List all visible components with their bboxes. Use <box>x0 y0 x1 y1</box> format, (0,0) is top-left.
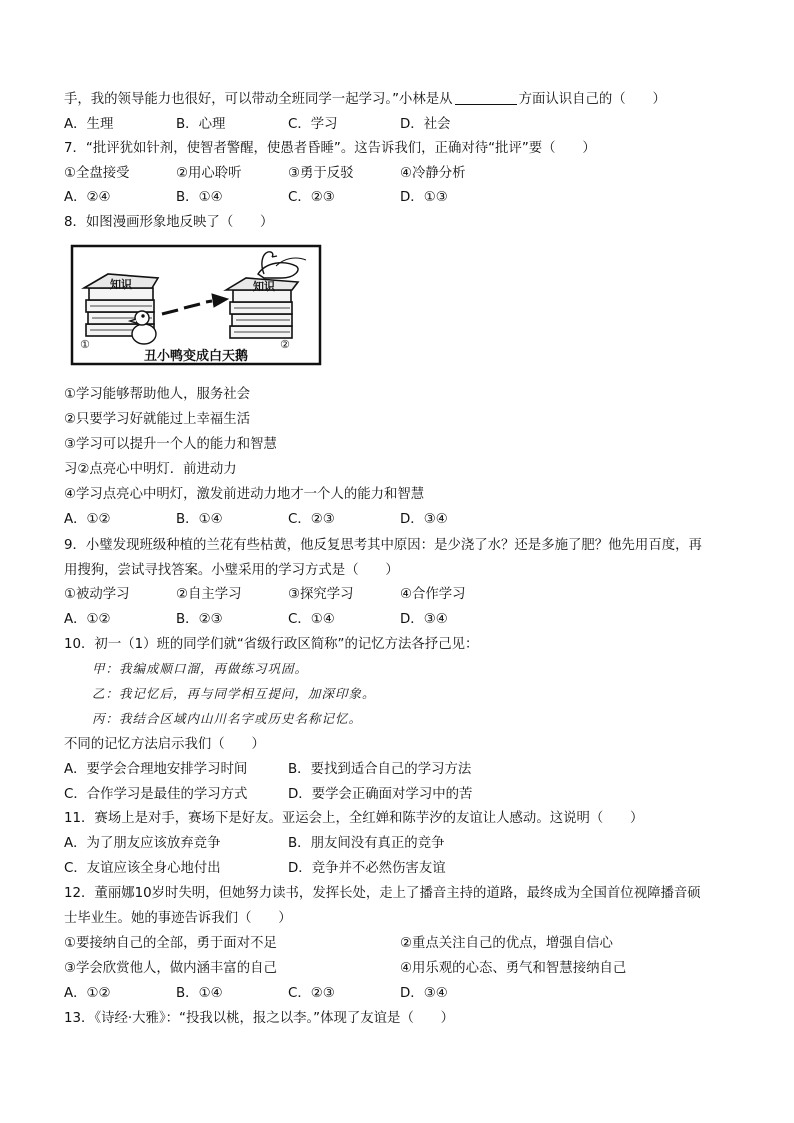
q8-stem: 8．如图漫画形象地反映了（ ） <box>64 215 274 230</box>
q9-item-2: ②自主学习 <box>176 587 242 602</box>
q6-option-b: B．心理 <box>176 117 226 132</box>
q10-question: 不同的记忆方法启示我们（ ） <box>64 737 265 752</box>
q11-option-a: A．为了朋友应该放弃竞争 <box>64 836 221 851</box>
q6-stem-part1: 手，我的领导能力也很好，可以带动全班同学一起学习。”小林是从 <box>64 92 453 107</box>
q12-stem-line2: 士毕业生。她的事迹告诉我们（ ） <box>64 911 292 926</box>
cartoon-panel-number-1: ① <box>80 338 90 351</box>
q7-option-b: B．①④ <box>176 190 223 205</box>
q10-option-d: D．要学会正确面对学习中的苦 <box>288 787 473 802</box>
q7-item-3: ③勇于反驳 <box>288 166 354 181</box>
q8-item-3: ③学习可以提升一个人的能力和智慧 <box>64 437 277 452</box>
cartoon-caption: 丑小鸭变成白天鹅 <box>143 349 249 364</box>
q8-item-1: ①学习能够帮助他人，服务社会 <box>64 387 251 402</box>
q9-stem-line2: 用搜狗，尝试寻找答案。小璧采用的学习方式是（ ） <box>64 563 399 578</box>
q11-option-b: B．朋友间没有真正的竞争 <box>288 836 445 851</box>
q8-option-c: C．②③ <box>288 512 335 527</box>
q12-option-d: D．③④ <box>400 986 448 1001</box>
q12-item-4: ④用乐观的心态、勇气和智慧接纳自己 <box>400 961 627 976</box>
q10-option-a: A．要学会合理地安排学习时间 <box>64 762 248 777</box>
q12-option-b: B．①④ <box>176 986 223 1001</box>
q11-option-c: C．友谊应该全身心地付出 <box>64 861 221 876</box>
q11-option-d: D．竞争并不必然伤害友谊 <box>288 861 446 876</box>
q6-option-c: C．学习 <box>288 117 338 132</box>
q10-option-b: B．要找到适合自己的学习方法 <box>288 762 472 777</box>
q6-option-d: D．社会 <box>400 117 451 132</box>
q6-stem-part2: 方面认识自己的（ ） <box>518 92 666 107</box>
q7-item-4: ④冷静分析 <box>400 166 466 181</box>
q12-item-3: ③学会欣赏他人，做内涵丰富的自己 <box>64 961 277 976</box>
answer-blank <box>455 91 517 105</box>
q9-stem-line1: 9．小璧发现班级种植的兰花有些枯黄，他反复思考其中原因：是少浇了水？还是多施了肥？他先用百度，再 <box>64 538 702 553</box>
q12-option-c: C．②③ <box>288 986 335 1001</box>
q9-option-b: B．②③ <box>176 612 223 627</box>
q7-item-1: ①全盘接受 <box>64 166 130 181</box>
q12-option-a: A．①② <box>64 986 111 1001</box>
q8-item-4: ④学习点亮心中明灯，激发前进动力地才一个人的能力和智慧 <box>64 487 425 502</box>
q12-stem-line1: 12．董丽娜10岁时失明，但她努力读书，发挥长处，走上了播音主持的道路，最终成为全国首位视障播音硕 <box>64 886 701 901</box>
q9-option-c: C．①④ <box>288 612 335 627</box>
cartoon-panel-number-2: ② <box>280 338 290 351</box>
q8-option-b: B．①④ <box>176 512 223 527</box>
q12-item-2: ②重点关注自己的优点，增强自信心 <box>400 936 613 951</box>
cartoon-label-knowledge-2: 知识 <box>253 280 275 293</box>
ugly-duckling-cartoon <box>70 244 322 368</box>
q8-item-2: ②只要学习好就能过上幸福生活 <box>64 412 251 427</box>
q7-option-a: A．②④ <box>64 190 111 205</box>
q11-stem: 11．赛场上是对手，赛场下是好友。亚运会上，全红婵和陈芋汐的友谊让人感动。这说明（ ） <box>64 811 644 826</box>
q13-stem: 13．《诗经·大雅》：“投我以桃，报之以李。”体现了友谊是（ ） <box>64 1011 455 1026</box>
q7-option-c: C．②③ <box>288 190 335 205</box>
q9-item-4: ④合作学习 <box>400 587 466 602</box>
q9-item-1: ①被动学习 <box>64 587 130 602</box>
q10-quote-1: 甲：我编成顺口溜，再做练习巩固。 <box>92 661 309 676</box>
q10-option-c: C．合作学习是最佳的学习方式 <box>64 787 248 802</box>
q7-stem: 7．“批评犹如针剂，使智者警醒，使愚者昏睡”。这告诉我们，正确对待“批评”要（ ） <box>64 141 596 156</box>
q9-option-a: A．①② <box>64 612 111 627</box>
q10-stem: 10．初一（1）班的同学们就“省级行政区简称”的记忆方法各抒己见： <box>64 637 479 652</box>
cartoon-label-knowledge-1: 知识 <box>110 278 132 291</box>
q9-option-d: D．③④ <box>400 612 448 627</box>
q8-option-d: D．③④ <box>400 512 448 527</box>
q12-item-1: ①要接纳自己的全部，勇于面对不足 <box>64 936 277 951</box>
q6-stem <box>64 91 666 109</box>
q8-option-a: A．①② <box>64 512 111 527</box>
q7-item-2: ②用心聆听 <box>176 166 242 181</box>
cartoon-illustration <box>70 244 322 368</box>
q7-option-d: D．①③ <box>400 190 448 205</box>
q6-option-a: A．生理 <box>64 117 114 132</box>
q9-item-3: ③探究学习 <box>288 587 354 602</box>
q10-quote-2: 乙：我记忆后，再与同学相互提问，加深印象。 <box>92 686 376 701</box>
q8-item-extra: 习②点亮心中明灯．前进动力 <box>64 462 237 477</box>
q10-quote-3: 丙：我结合区域内山川名字或历史名称记忆。 <box>92 711 363 726</box>
